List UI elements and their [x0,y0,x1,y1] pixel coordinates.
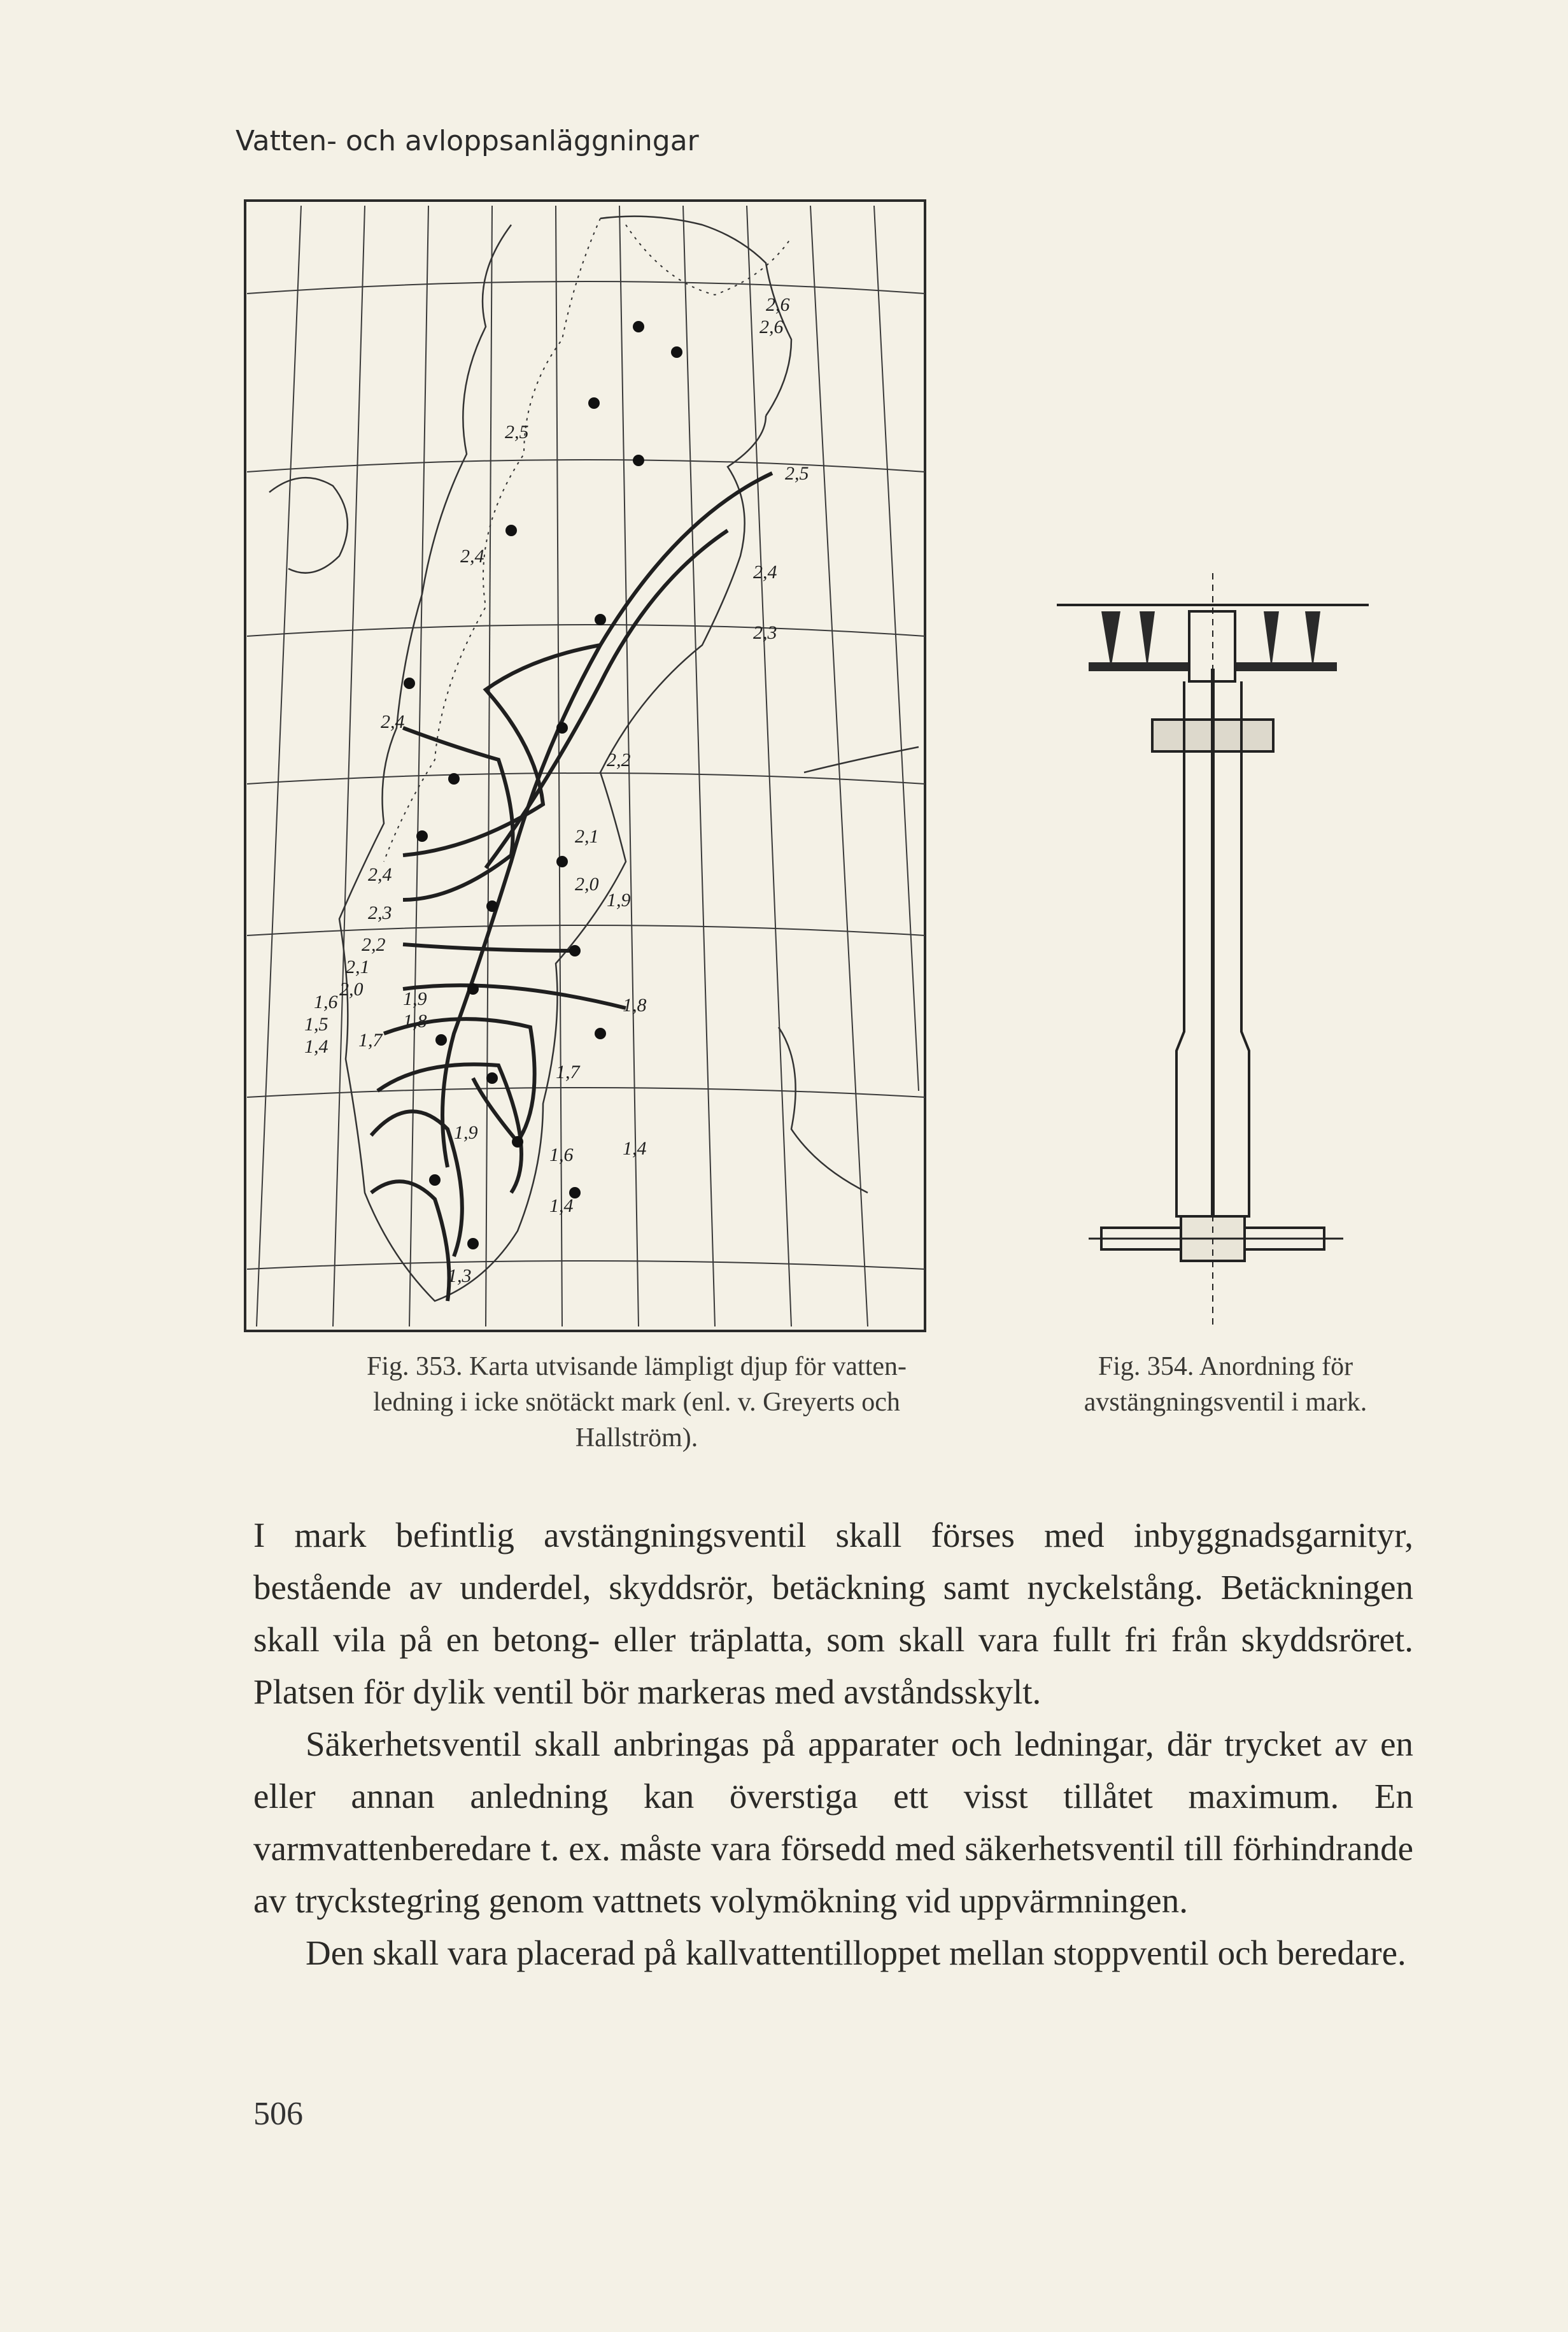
depth-label: 1,8 [623,995,647,1016]
depth-label: 1,4 [549,1195,574,1216]
depth-label: 2,1 [575,826,599,847]
depth-label: 1,5 [304,1014,328,1035]
depth-label: 1,7 [358,1030,383,1051]
caption-line: Fig. 353. Karta utvisande lämpligt djup för vatten- [367,1352,907,1381]
depth-label: 2,1 [346,956,370,978]
map-frame [245,201,925,1331]
figure-354-caption [1031,1349,1420,1420]
caption-line: ledning i icke snötäckt mark (enl. v. Greyerts och [373,1388,900,1417]
valve-assembly-drawing [1050,573,1375,1331]
depth-label: 2,6 [766,294,790,315]
graticule-meridians [257,206,919,1326]
depth-label: 2,0 [575,874,599,895]
depth-label: 1,8 [403,1011,427,1032]
body-text [253,1509,1413,1979]
frost-depth-map [244,199,928,1346]
depth-label: 1,4 [304,1036,328,1057]
depth-label: 2,3 [368,902,392,923]
depth-label: 1,9 [454,1122,478,1143]
depth-label: 1,6 [549,1144,574,1165]
depth-label: 1,4 [623,1138,647,1159]
depth-label: 2,5 [785,463,809,484]
depth-label: 2,4 [460,546,484,567]
depth-label: 1,9 [403,988,427,1009]
page-number: 506 [253,2096,303,2132]
depth-label: 2,6 [759,316,784,338]
depth-label: 2,5 [505,422,529,443]
depth-label: 1,9 [607,890,631,911]
depth-label: 1,3 [448,1265,472,1286]
running-header: Vatten- och avloppsanläggningar [236,125,699,157]
depth-label: 1,7 [556,1062,580,1083]
paragraph: Den skall vara placerad på kallvattentilloppet mellan stoppventil och beredare. [306,1933,1406,1972]
depth-label: 2,0 [339,979,364,1000]
caption-line: avstängningsventil i mark. [1084,1388,1367,1417]
depth-label: 2,2 [362,934,386,955]
depth-label: 2,4 [753,562,777,583]
depth-label: 2,4 [381,711,405,732]
caption-line: Hallström). [575,1423,698,1453]
depth-label: 2,2 [607,750,631,771]
paragraph: I mark befintlig avstängningsventil skall förses med inbyggnadsgarnityr, bestående av underdel, skyddsrör, betäckning samt nyckelstång. Betäckningen skall vila på en betong- eller träplatta, som skall vara fullt fri från skyddsröret. Platsen för dylik ventil bör markeras med avståndsskylt. [253,1516,1413,1711]
depth-label: 2,3 [753,622,777,643]
national-border [384,218,791,862]
figure-353-caption [306,1349,968,1456]
depth-label: 1,6 [314,992,338,1013]
paragraph: Säkerhetsventil skall anbringas på apparater och ledningar, där trycket av en eller annan anledning kan överstiga ett visst tillåtet maximum. En varmvattenberedare t. ex. måste vara försedd med säkerhetsventil till förhindrande av tryckstegring genom vattnets volymökning vid uppvärmningen. [253,1724,1413,1920]
depth-label: 2,4 [368,864,392,885]
coastline-sweden [269,217,919,1301]
caption-line: Fig. 354. Anordning för [1098,1352,1353,1381]
